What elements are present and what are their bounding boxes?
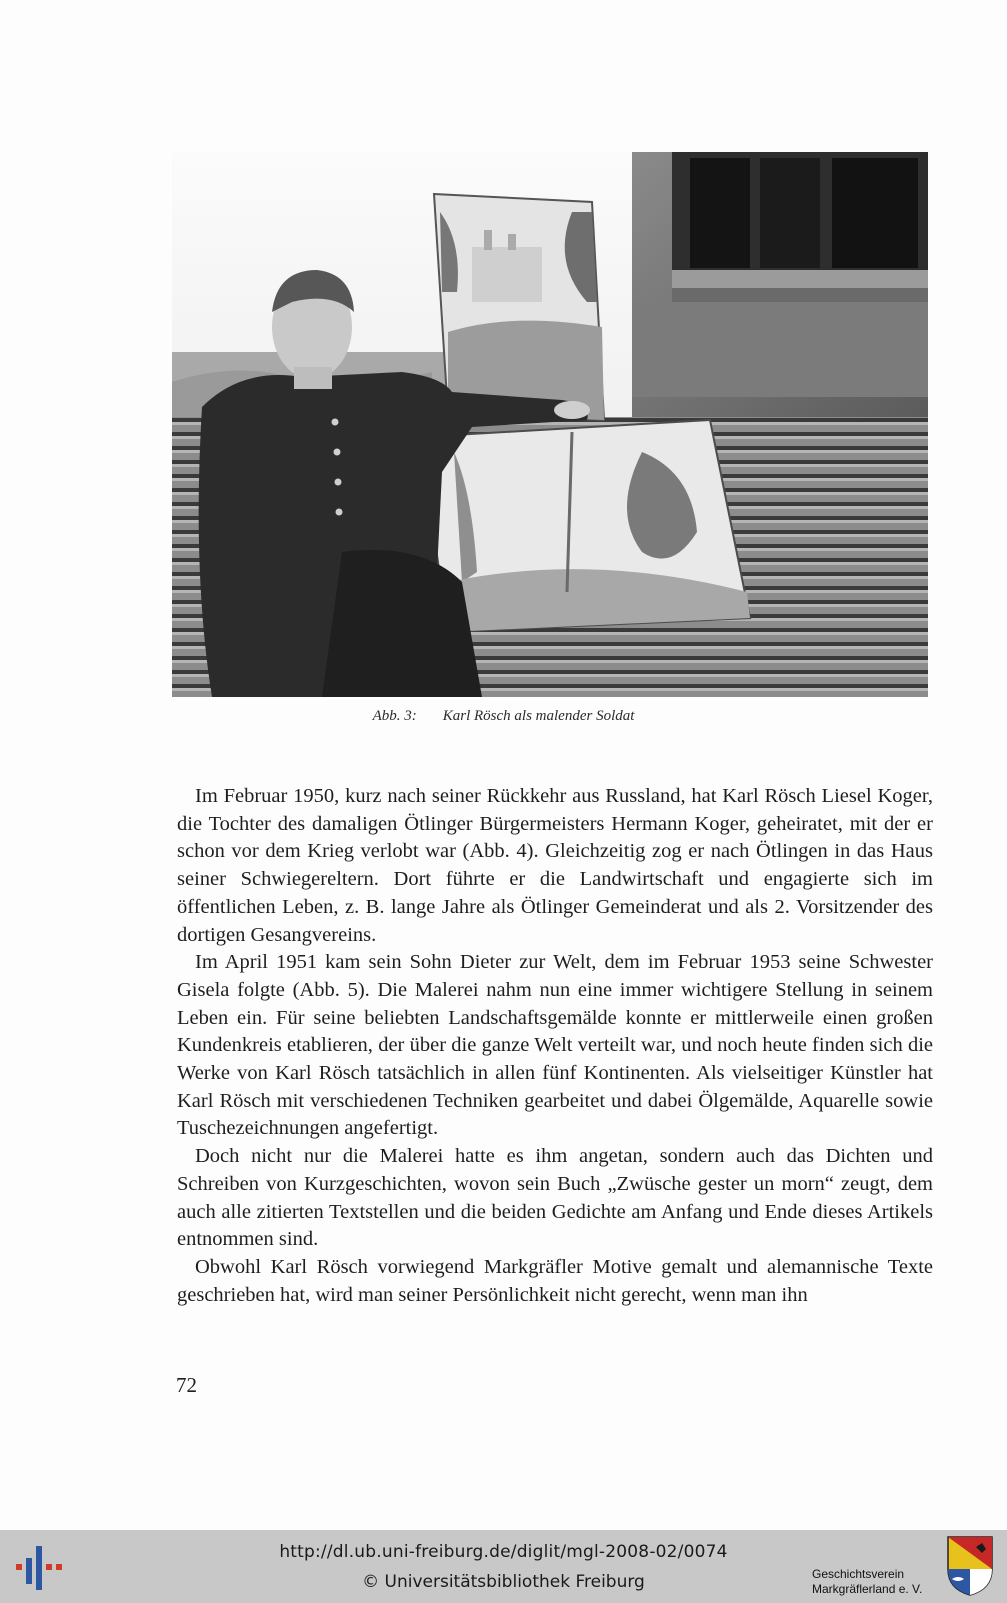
document-url[interactable]: http://dl.ub.uni-freiburg.de/diglit/mgl-2008-02/0074 [279, 1542, 728, 1562]
coat-of-arms-icon [946, 1535, 994, 1601]
publisher-name [812, 1567, 922, 1597]
figure-label: Abb. 3: [372, 708, 417, 724]
figure-caption-text: Karl Rösch als malender Soldat [442, 708, 635, 724]
publisher-line-2: Markgräflerland e. V. [812, 1582, 923, 1596]
copyright-notice: © Universitätsbibliothek Freiburg [362, 1572, 645, 1592]
publisher-line-1: Geschichtsverein [812, 1567, 905, 1581]
figure-photo [172, 152, 928, 697]
paragraph: Im April 1951 kam sein Sohn Dieter zur Welt, dem im Februar 1953 seine Schwester Gisela folgte (Abb. 5). Die Malerei nahm nun eine immer wichtigere Stellung in seinem Leben ein. Für seine beliebten Landschaftsgemälde konnte er mittlerweile einen großen Kundenkreis etablieren, der über die ganze Welt verteilt war, und noch heute finden sich die Werke von Karl Rösch tatsächlich in allen fünf Kontinenten. Als vielseitiger Künstler hat Karl Rösch mit verschiedenen Techniken gearbeitet und dabei Ölgemälde, Aquarelle sowie Tuschezeichnungen angefertigt. [177, 951, 933, 1140]
paragraph: Im Februar 1950, kurz nach seiner Rückkehr aus Russland, hat Karl Rösch Liesel Koger, die Tochter des damaligen Ötlinger Bürgermeisters Hermann Koger, geheiratet, mit der er schon vor dem Krieg verlobt war (Abb. 4). Gleichzeitig zog er nach Ötlingen in das Haus seiner Schwiegereltern. Dort führte er die Landwirtschaft und engagierte sich im öffentlichen Leben, z. B. lange Jahre als Ötlinger Gemeinderat und als 2. Vorsitzender des dortigen Gesangvereins. [177, 785, 933, 946]
viewer-footer [0, 1530, 1007, 1603]
figure-caption [0, 708, 1007, 725]
body-text [177, 783, 933, 1309]
page-number: 72 [176, 1373, 197, 1397]
paragraph: Obwohl Karl Rösch vorwiegend Markgräfler Motive gemalt und alemannische Texte geschrieben hat, wird man seiner Persönlichkeit nicht gerecht, wenn man ihn [177, 1255, 933, 1306]
paragraph: Doch nicht nur die Malerei hatte es ihm angetan, sondern auch das Dichten und Schreiben von Kurzgeschichten, wovon sein Buch „Zwüsche gester un morn“ zeugt, dem auch alle zitierten Textstellen und die beiden Gedichte am Anfang und Ende dieses Artikels entnommen sind. [177, 1145, 933, 1251]
